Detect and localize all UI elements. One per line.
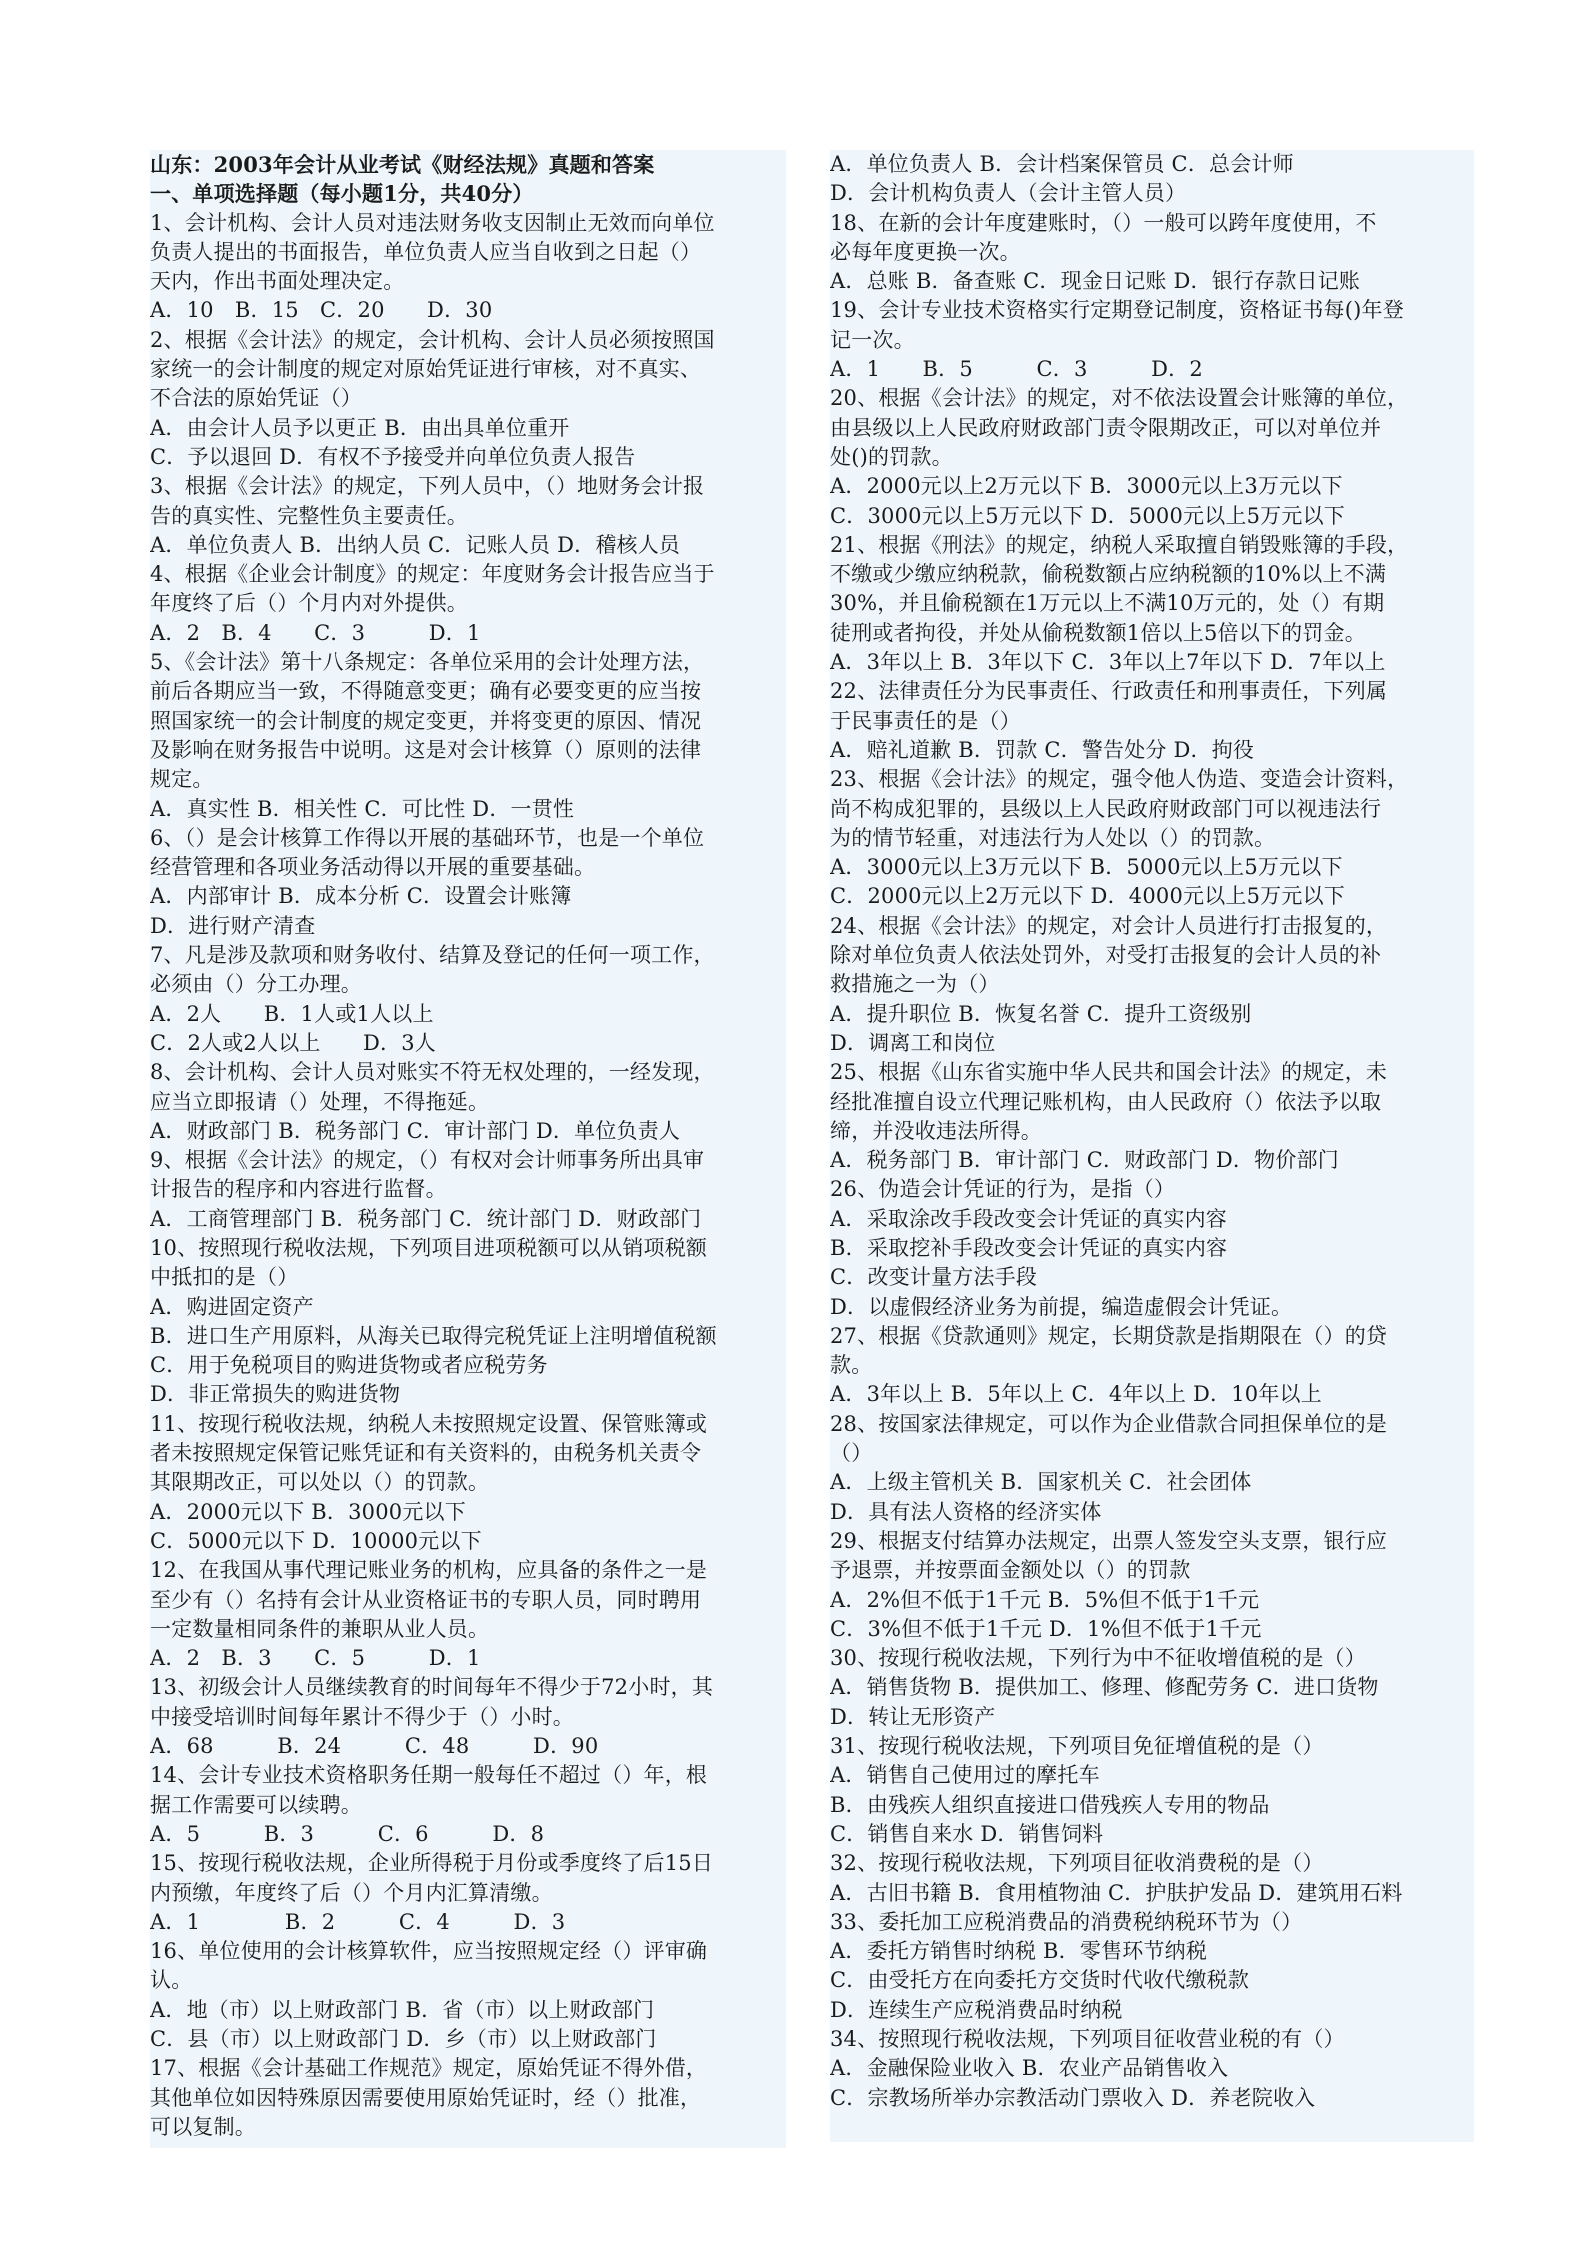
text-line: A．金融保险业收入 B．农业产品销售收入	[830, 2056, 1229, 2081]
text-line: 经批准擅自设立代理记账机构，由人民政府（）依法予以取	[830, 1089, 1382, 1114]
text-line: 除对单位负责人依法处罚外，对受打击报复的会计人员的补	[830, 943, 1382, 968]
text-line: 33、委托加工应税消费品的消费税纳税环节为（）	[830, 1909, 1303, 1934]
text-line: 负责人提出的书面报告，单位负责人应当自收到之日起（）	[150, 239, 702, 264]
text-line: 不合法的原始凭证（）	[150, 386, 362, 411]
text-line: 其限期改正，可以处以（）的罚款。	[150, 1470, 490, 1495]
text-line: A．2人 B．1人或1人以上	[150, 1001, 434, 1026]
document-title: 山东：2003年会计从业考试《财经法规》真题和答案	[150, 152, 655, 177]
text-line: A．财政部门 B．税务部门 C．审计部门 D．单位负责人	[150, 1118, 681, 1143]
text-line: 不缴或少缴应纳税款，偷税数额占应纳税额的10%以上不满	[830, 562, 1387, 587]
text-line: 及影响在财务报告中说明。这是对会计核算（）原则的法律	[150, 737, 702, 762]
text-line: 30、按现行税收法规，下列行为中不征收增值税的是（）	[830, 1646, 1366, 1671]
text-line: 者未按照规定保管记账凭证和有关资料的，由税务机关责令	[150, 1441, 702, 1466]
text-line: 32、按现行税收法规，下列项目征收消费税的是（）	[830, 1851, 1324, 1876]
text-line: 16、单位使用的会计核算软件，应当按照规定经（）评审确	[150, 1939, 708, 1964]
text-line: A．单位负责人 B．出纳人员 C．记账人员 D．稽核人员	[150, 532, 681, 557]
text-line: 经营管理和各项业务活动得以开展的重要基础。	[150, 855, 596, 880]
text-line: A．由会计人员予以更正 B．由出具单位重开	[150, 415, 570, 440]
text-line: 18、在新的会计年度建账时，（）一般可以跨年度使用，不	[830, 210, 1377, 235]
text-line: C．县（市）以上财政部门 D．乡（市）以上财政部门	[150, 2027, 657, 2051]
text-line: 3、根据《会计法》的规定，下列人员中，（）地财务会计报	[150, 474, 705, 499]
text-line: 9、根据《会计法》的规定，（）有权对会计师事务所出具审	[150, 1148, 705, 1173]
text-line: A．68 B．24 C．48 D．90	[150, 1734, 599, 1759]
text-line: A．2000元以下 B．3000元以下	[150, 1499, 466, 1524]
text-line: 缔，并没收违法所得。	[830, 1118, 1042, 1143]
text-line: A．5 B．3 C．6 D．8	[150, 1821, 545, 1846]
text-line: 救措施之一为（）	[830, 972, 1000, 997]
text-line: 家统一的会计制度的规定对原始凭证进行审核，对不真实、	[150, 357, 702, 382]
text-line: B．进口生产用原料，从海关已取得完税凭证上注明增值税额	[150, 1323, 717, 1348]
text-line: A．2 B．3 C．5 D．1	[150, 1646, 481, 1671]
text-line: 予退票，并按票面金额处以（）的罚款	[830, 1558, 1191, 1583]
text-line: B．采取挖补手段改变会计凭证的真实内容	[830, 1235, 1228, 1260]
text-line: 25、根据《山东省实施中华人民共和国会计法》的规定，未	[830, 1060, 1388, 1085]
text-line: D．调离工和岗位	[830, 1030, 996, 1055]
text-line: 4、根据《企业会计制度》的规定：年度财务会计报告应当于	[150, 562, 715, 587]
text-line: 7、凡是涉及款项和财务收付、结算及登记的任何一项工作，	[150, 943, 715, 968]
text-line: 记一次。	[830, 327, 915, 352]
text-line: A．1 B．5 C．3 D．2	[830, 357, 1203, 382]
text-line: A．采取涂改手段改变会计凭证的真实内容	[830, 1206, 1227, 1231]
text-line: C．2000元以上2万元以下 D．4000元以上5万元以下	[830, 884, 1345, 909]
text-line: 一定数量相同条件的兼职从业人员。	[150, 1616, 490, 1641]
text-line: 必须由（）分工办理。	[150, 972, 362, 997]
text-line: 中抵扣的是（）	[150, 1265, 299, 1290]
text-line: 尚不构成犯罪的，县级以上人民政府财政部门可以视违法行	[830, 796, 1382, 821]
text-line: A．10 B．15 C．20 D．30	[150, 298, 493, 323]
text-line: C．宗教场所举办宗教活动门票收入 D．养老院收入	[830, 2085, 1316, 2110]
text-line: A．内部审计 B．成本分析 C．设置会计账簿	[150, 884, 572, 909]
text-line: 5、《会计法》第十八条规定：各单位采用的会计处理方法，	[150, 650, 705, 675]
text-line: D．转让无形资产	[830, 1704, 996, 1729]
text-line: C．改变计量方法手段	[830, 1265, 1038, 1290]
text-line: 31、按现行税收法规，下列项目免征增值税的是（）	[830, 1734, 1324, 1759]
text-line: A．委托方销售时纳税 B．零售环节纳税	[830, 1939, 1208, 1964]
text-line: A．上级主管机关 B．国家机关 C．社会团体	[830, 1470, 1252, 1495]
text-line: 其他单位如因特殊原因需要使用原始凭证时，经（）批准，	[150, 2085, 702, 2110]
text-line: A．购进固定资产	[150, 1294, 314, 1319]
text-line: A．3年以上 B．5年以上 C．4年以上 D．10年以上	[830, 1382, 1322, 1407]
text-line: 为的情节轻重，对违法行为人处以（）的罚款。	[830, 825, 1276, 850]
text-line: 徒刑或者拘役，并处从偷税数额1倍以上5倍以下的罚金。	[830, 620, 1366, 645]
text-line: A．3年以上 B．3年以下 C．3年以上7年以下 D．7年以上	[830, 650, 1386, 675]
text-line: D．以虚假经济业务为前提，编造虚假会计凭证。	[830, 1294, 1293, 1319]
text-line: A．2 B．4 C．3 D．1	[150, 620, 481, 645]
text-line: A．古旧书籍 B．食用植物油 C．护肤护发品 D．建筑用石料	[830, 1880, 1403, 1905]
text-line: 22、法律责任分为民事责任、行政责任和刑事责任，下列属	[830, 679, 1388, 704]
text-line: A．1 B．2 C．4 D．3	[150, 1909, 566, 1934]
section-heading: 一、单项选择题（每小题1分，共40分）	[150, 181, 534, 207]
text-line: 告的真实性、完整性负主要责任。	[150, 503, 468, 528]
text-line: 由县级以上人民政府财政部门责令限期改正，可以对单位并	[830, 415, 1382, 440]
text-line: A．3000元以上3万元以下 B．5000元以上5万元以下	[830, 855, 1343, 880]
text-line: 26、伪造会计凭证的行为，是指（）	[830, 1177, 1176, 1202]
text-line: A．总账 B．备查账 C．现金日记账 D．银行存款日记账	[830, 269, 1361, 294]
text-line: 内预缴，年度终了后（）个月内汇算清缴。	[150, 1880, 553, 1905]
text-line: 年度终了后（）个月内对外提供。	[150, 591, 468, 616]
text-line: 8、会计机构、会计人员对账实不符无权处理的，一经发现，	[150, 1060, 715, 1085]
text-line: 款。	[830, 1353, 873, 1378]
text-line: 至少有（）名持有会计从业资格证书的专职人员，同时聘用	[150, 1587, 702, 1612]
text-line: C．5000元以下 D．10000元以下	[150, 1528, 482, 1553]
text-line: 13、初级会计人员继续教育的时间每年不得少于72小时，其	[150, 1675, 714, 1700]
text-line: 6、（）是会计核算工作得以开展的基础环节，也是一个单位	[150, 825, 705, 850]
right-column	[830, 150, 1474, 2142]
text-line: 于民事责任的是（）	[830, 708, 1021, 733]
text-line: 前后各期应当一致，不得随意变更；确有必要变更的应当按	[150, 679, 702, 704]
text-line: 应当立即报请（）处理，不得拖延。	[150, 1089, 490, 1114]
text-line: 12、在我国从事代理记账业务的机构，应具备的条件之一是	[150, 1558, 708, 1583]
text-line: 可以复制。	[150, 2114, 256, 2139]
text-line: 10、按照现行税收法规，下列项目进项税额可以从销项税额	[150, 1235, 708, 1260]
text-line: 21、根据《刑法》的规定，纳税人采取擅自销毁账簿的手段，	[830, 532, 1409, 557]
text-line: C．2人或2人以上 D．3人	[150, 1030, 436, 1055]
text-line: D．进行财产清查	[150, 913, 316, 938]
left-column	[150, 150, 786, 2148]
text-line: A．2%但不低于1千元 B．5%但不低于1千元	[830, 1587, 1260, 1612]
text-line: 天内，作出书面处理决定。	[150, 269, 405, 294]
text-line: A．提升职位 B．恢复名誉 C．提升工资级别	[830, 1001, 1252, 1026]
text-line: A．赔礼道歉 B．罚款 C．警告处分 D．拘役	[830, 737, 1255, 762]
text-line: 14、会计专业技术资格职务任期一般每任不超过（）年，根	[150, 1763, 708, 1788]
text-line: C．3000元以上5万元以下 D．5000元以上5万元以下	[830, 503, 1345, 528]
text-line: D．具有法人资格的经济实体	[830, 1499, 1102, 1524]
text-line: D．连续生产应税消费品时纳税	[830, 1997, 1123, 2022]
text-line: 照国家统一的会计制度的规定变更，并将变更的原因、情况	[150, 708, 702, 733]
text-line: 23、根据《会计法》的规定，强令他人伪造、变造会计资料，	[830, 767, 1409, 792]
text-line: 24、根据《会计法》的规定，对会计人员进行打击报复的，	[830, 913, 1388, 938]
text-line: 30%，并且偷税额在1万元以上不满10万元的，处（）有期	[830, 591, 1385, 616]
text-line: 19、会计专业技术资格实行定期登记制度，资格证书每()年登	[830, 298, 1404, 323]
text-line: A．真实性 B．相关性 C．可比性 D．一贯性	[150, 796, 575, 821]
text-line: 2、根据《会计法》的规定，会计机构、会计人员必须按照国	[150, 327, 715, 352]
text-line: C．3%但不低于1千元 D．1%但不低于1千元	[830, 1616, 1262, 1641]
text-line: A．2000元以上2万元以下 B．3000元以上3万元以下	[830, 474, 1343, 499]
text-line: C．予以退回 D．有权不予接受并向单位负责人报告	[150, 444, 636, 469]
text-line: 1、会计机构、会计人员对违法财务收支因制止无效而向单位	[150, 210, 715, 235]
text-line: A．地（市）以上财政部门 B．省（市）以上财政部门	[150, 1997, 655, 2022]
text-line: A．单位负责人 B．会计档案保管员 C．总会计师	[830, 152, 1294, 176]
text-line: D．非正常损失的购进货物	[150, 1382, 401, 1407]
text-line: 11、按现行税收法规，纳税人未按照规定设置、保管账簿或	[150, 1411, 708, 1436]
text-line: （）	[830, 1441, 873, 1466]
text-line: C．由受托方在向委托方交货时代收代缴税款	[830, 1968, 1250, 1993]
text-line: 20、根据《会计法》的规定，对不依法设置会计账簿的单位，	[830, 386, 1409, 411]
text-line: 必每年度更换一次。	[830, 239, 1021, 264]
text-line: A．销售货物 B．提供加工、修理、修配劳务 C．进口货物	[830, 1675, 1379, 1700]
text-line: A．工商管理部门 B．税务部门 C．统计部门 D．财政部门	[150, 1206, 702, 1231]
text-line: 17、根据《会计基础工作规范》规定，原始凭证不得外借，	[150, 2056, 708, 2081]
text-line: B．由残疾人组织直接进口借残疾人专用的物品	[830, 1792, 1270, 1817]
text-line: 28、按国家法律规定，可以作为企业借款合同担保单位的是	[830, 1411, 1388, 1436]
text-line: 据工作需要可以续聘。	[150, 1792, 362, 1817]
text-line: 计报告的程序和内容进行监督。	[150, 1177, 447, 1202]
text-line: 29、根据支付结算办法规定，出票人签发空头支票，银行应	[830, 1528, 1388, 1553]
text-line: 规定。	[150, 767, 214, 792]
text-line: C．销售自来水 D．销售饲料	[830, 1821, 1104, 1846]
text-line: 27、根据《贷款通则》规定，长期贷款是指期限在（）的贷	[830, 1323, 1388, 1348]
text-line: 处()的罚款。	[830, 444, 953, 469]
text-line: 认。	[150, 1968, 193, 1993]
text-line: A．税务部门 B．审计部门 C．财政部门 D．物价部门	[830, 1148, 1339, 1173]
text-line: 34、按照现行税收法规，下列项目征收营业税的有（）	[830, 2027, 1345, 2051]
text-line: C．用于免税项目的购进货物或者应税劳务	[150, 1353, 548, 1378]
text-line: D．会计机构负责人（会计主管人员）	[830, 181, 1187, 206]
text-line: A．销售自己使用过的摩托车	[830, 1763, 1100, 1788]
text-line: 中接受培训时间每年累计不得少于（）小时。	[150, 1704, 574, 1729]
text-line: 15、按现行税收法规，企业所得税于月份或季度终了后15日	[150, 1851, 714, 1876]
